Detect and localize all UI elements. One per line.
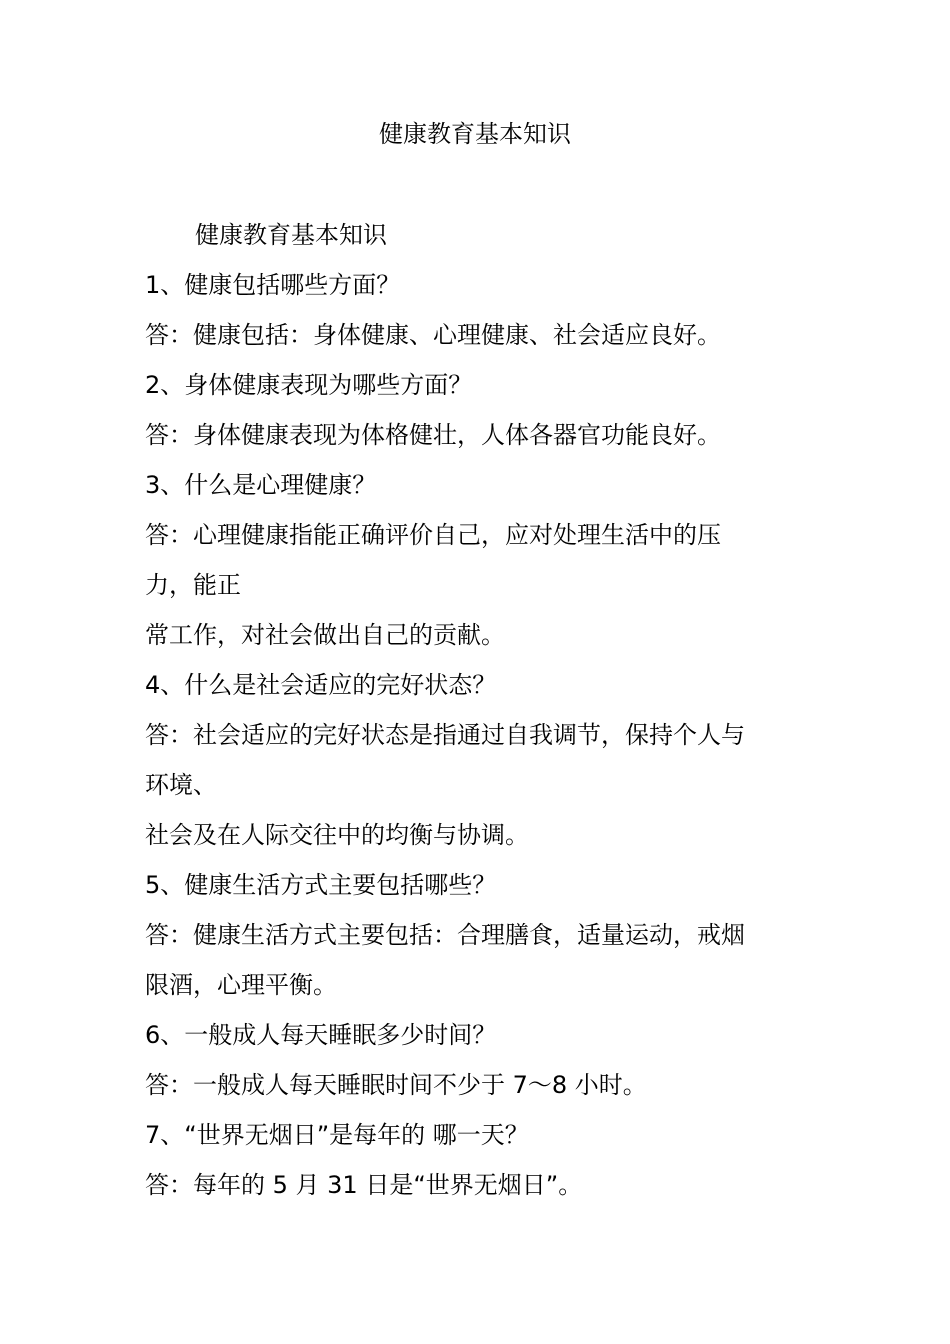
answer-2: 答：身体健康表现为体格健壮，人体各器官功能良好。 — [145, 421, 721, 449]
document-body — [145, 210, 805, 1210]
answer-5-line-1: 答：健康生活方式主要包括：合理膳食，适量运动，戒烟 — [145, 921, 745, 949]
answer-5-line-2: 限酒，心理平衡。 — [145, 971, 337, 999]
question-5: 5、健康生活方式主要包括哪些？ — [145, 871, 497, 899]
answer-4-line-1: 答：社会适应的完好状态是指通过自我调节，保持个人与 — [145, 721, 745, 749]
answer-6: 答：一般成人每天睡眠时间不少于 7～8 小时。 — [145, 1071, 647, 1099]
question-6: 6、一般成人每天睡眠多少时间？ — [145, 1021, 497, 1049]
question-3: 3、什么是心理健康？ — [145, 471, 377, 499]
answer-3-line-1: 答：心理健康指能正确评价自己，应对处理生活中的压 — [145, 521, 721, 549]
answer-7: 答：每年的 5 月 31 日是“世界无烟日”。 — [145, 1171, 583, 1199]
question-1: 1、健康包括哪些方面？ — [145, 271, 401, 299]
answer-4-line-2: 环境、 — [145, 771, 217, 799]
document-title: 健康教育基本知识 — [379, 120, 571, 148]
answer-1: 答：健康包括：身体健康、心理健康、社会适应良好。 — [145, 321, 721, 349]
answer-4-line-3: 社会及在人际交往中的均衡与协调。 — [145, 821, 529, 849]
question-4: 4、什么是社会适应的完好状态？ — [145, 671, 497, 699]
question-7: 7、“世界无烟日”是每年的 哪一天？ — [145, 1121, 529, 1149]
answer-3-line-2: 力，能正 — [145, 571, 241, 599]
answer-3-line-3: 常工作，对社会做出自己的贡献。 — [145, 621, 505, 649]
document-subtitle: 健康教育基本知识 — [195, 221, 387, 249]
question-2: 2、身体健康表现为哪些方面？ — [145, 371, 473, 399]
